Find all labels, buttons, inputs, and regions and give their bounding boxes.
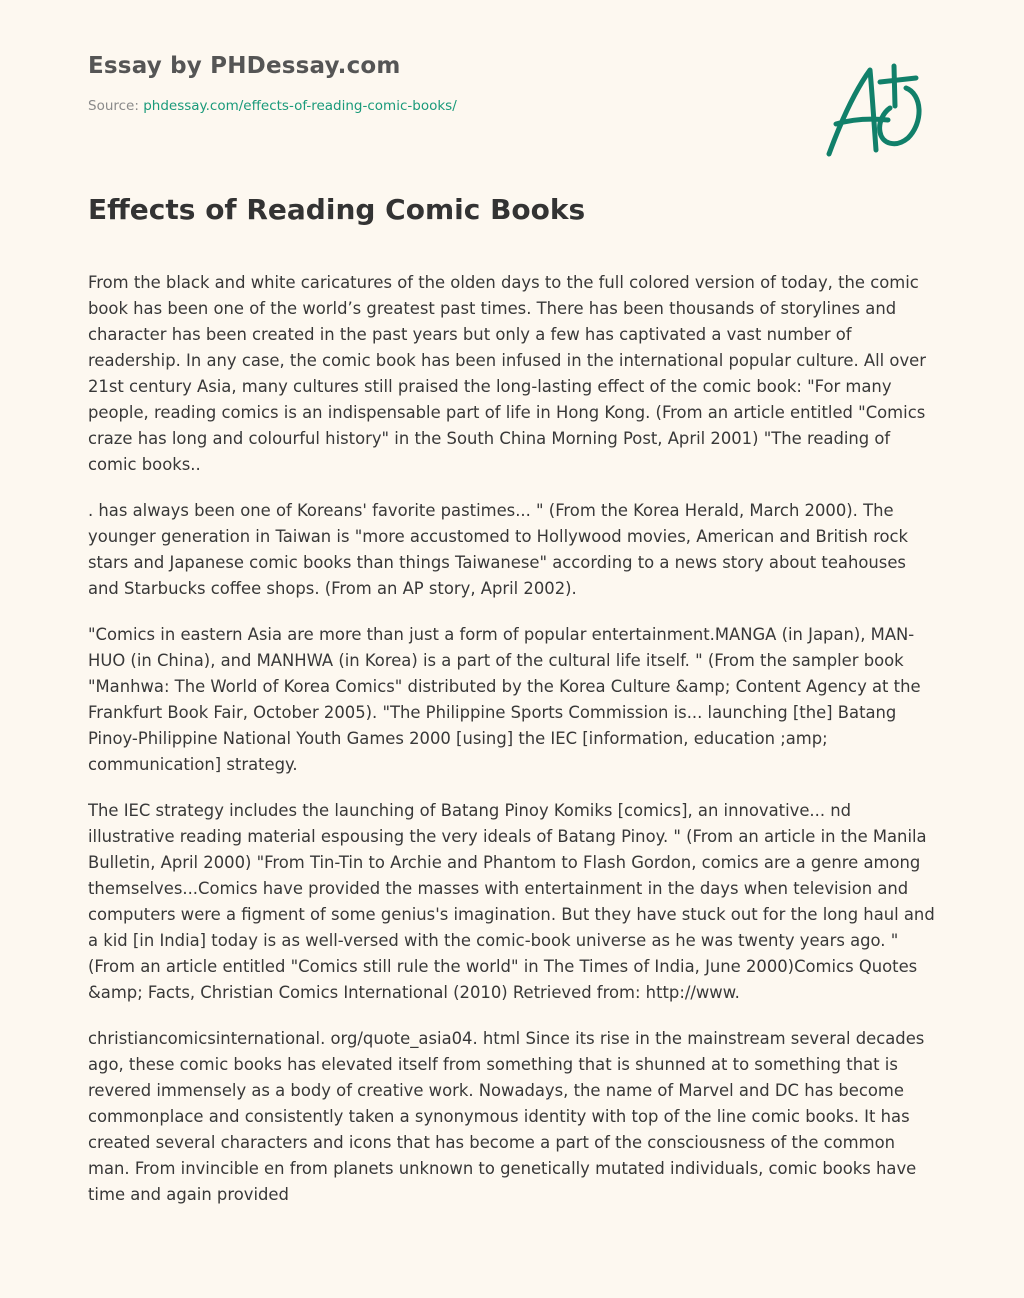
- source-label: Source:: [88, 98, 139, 114]
- site-brand: Essay by PHDessay.com: [88, 53, 401, 79]
- source-link[interactable]: phdessay.com/effects-of-reading-comic-books/: [143, 98, 457, 114]
- logo-plus-horizontal: [880, 78, 916, 82]
- logo-a-stroke: [829, 70, 876, 154]
- essay-paragraph: "Comics in eastern Asia are more than just a form of popular entertainment.MANGA (in Japan), MAN-HUO (in China), and MANHWA (in Korea) is a part of the cultural life itself. " (From the sampler book "Manhwa: The World of Korea Comics" distributed by the Korea Culture &amp; Content Agency at the Frankfurt Book Fair, October 2005). "The Philippine Sports Commission is... launching [the] Batang Pinoy-Philippine National Youth Games 2000 [using] the IEC [information, education ;amp; communication] strategy.: [88, 625, 921, 774]
- essay-paragraph: christiancomicsinternational. org/quote_asia04. html Since its rise in the mainstream several decades ago, these comic books has elevated itself from something that is shunned at to something that is revered immensely as a body of creative work. Nowadays, the name of Marvel and DC has become commonplace and consistently taken a synonymous identity with top of the line comic books. It has created several characters and icons that has become a part of the consciousness of the common man. From invincible en from planets unknown to genetically mutated individuals, comic books have time and again provided: [88, 1029, 925, 1204]
- page-header: [88, 50, 808, 115]
- essay-paragraph: From the black and white caricatures of the olden days to the full colored version of today, the comic book has been one of the world’s greatest past times. There has been thousands of storylines and character has been created in the past years but only a few has captivated a vast number of readership. In any case, the comic book has been infused in the international popular culture. All over 21st century Asia, many cultures still praised the long-lasting effect of the comic book: "For many people, reading comics is an indispensable part of life in Hong Kong. (From an article entitled "Comics craze has long and colourful history" in the South China Morning Post, April 2001) "The reading of comic books..: [88, 273, 926, 474]
- source-line: [88, 97, 808, 115]
- essay-paragraph: The IEC strategy includes the launching of Batang Pinoy Komiks [comics], an innovative... nd illustrative reading material espousing the very ideals of Batang Pinoy. " (From an article in the Manila Bulletin, April 2000) "From Tin-Tin to Archie and Phantom to Flash Gordon, comics are a genre among themselves...Comics have provided the masses with entertainment in the days when television and computers were a figment of some genius's imagination. But they have stuck out for the long haul and a kid [in India] today is as well-versed with the comic-book universe as he was twenty years ago. " (From an article entitled "Comics still rule the world" in The Times of India, June 2000)Comics Quotes &amp; Facts, Christian Comics International (2010) Retrieved from: http://www.: [88, 801, 935, 1002]
- logo-plus-vertical: [894, 66, 895, 106]
- essay-body: [88, 270, 940, 1250]
- essay-title: Effects of Reading Comic Books: [88, 193, 586, 226]
- a-plus-logo-icon: [818, 62, 930, 162]
- logo-swoosh: [880, 88, 919, 144]
- essay-paragraph: . has always been one of Koreans' favorite pastimes... " (From the Korea Herald, March 2000). The younger generation in Taiwan is "more accustomed to Hollywood movies, American and British rock stars and Japanese comic books than things Taiwanese" according to a news story about teahouses and Starbucks coffee shops. (From an AP story, April 2002).: [88, 501, 909, 598]
